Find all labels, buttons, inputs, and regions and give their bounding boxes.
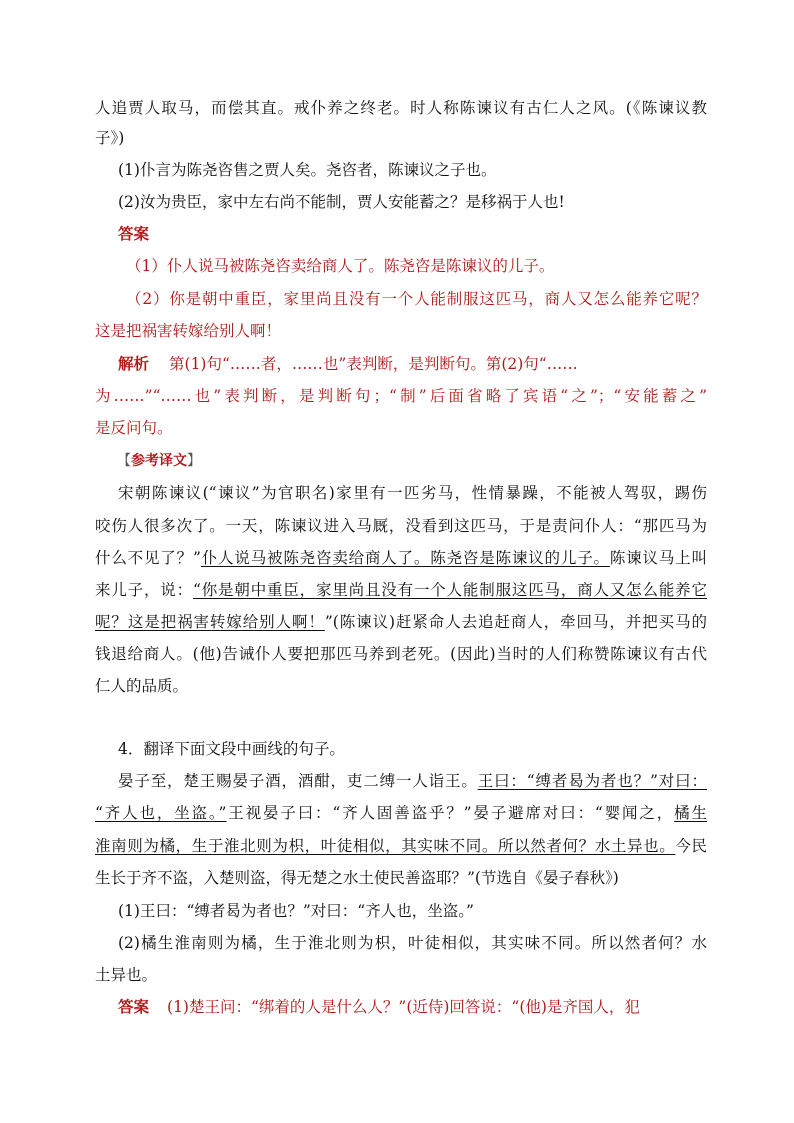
- sentence-1: (1)仆言为陈尧咨售之贾人矣。尧咨者，陈谏议之子也。: [118, 161, 497, 179]
- reference-translation-label: 【参考译文】: [117, 453, 201, 469]
- translation-line: [95, 612, 707, 632]
- translation-line: 仁人的品质。: [95, 677, 189, 695]
- text-span: 什么不见了？”: [95, 549, 201, 567]
- text-span: 王视晏子曰：“齐人固善盗乎？”晏子避席对曰：“婴闻之，: [226, 804, 675, 822]
- reference-label-text: 参考译文: [131, 453, 187, 469]
- sentence-2: (2)橘生淮南则为橘，生于淮北则为枳，叶徒相似，其实味不同。所以然者何？水: [118, 934, 707, 952]
- passage-line: [95, 803, 707, 823]
- text-span: 来儿子，说：: [95, 581, 193, 599]
- underlined-sentence: “你是朝中重臣，家里尚且没有一个人能制服这匹马，商人又怎么能养它: [192, 581, 707, 599]
- answer-line: [118, 997, 707, 1017]
- underlined-sentence: 王曰：“缚者曷为者也？”对曰：: [477, 772, 707, 790]
- answer-label: 答案: [118, 997, 150, 1016]
- question-4-prompt: 4．翻译下面文段中画线的句子。: [118, 740, 345, 758]
- text-span: 陈谏议马上叫: [609, 549, 707, 567]
- passage-line: 子》): [95, 129, 125, 147]
- answer-text: (1)楚王问：“绑着的人是什么人？”(近侍)回答说：“(他)是齐国人，犯: [167, 998, 640, 1016]
- sentence-2-cont: 土异也。: [95, 966, 158, 984]
- sentence-1: (1)王曰：“缚者曷为者也？”对曰：“齐人也，坐盗。”: [118, 902, 474, 920]
- answer-label: 答案: [118, 224, 150, 243]
- translation-line: 咬伤人很多次了。一天，陈谏议进入马厩，没看到这匹马，于是责问仆人：“那匹马为: [95, 517, 707, 535]
- underlined-sentence: 仆人说马被陈尧咨卖给商人了。陈尧咨是陈谏议的儿子。: [200, 549, 610, 567]
- analysis-line: 是反问句。: [95, 419, 173, 437]
- sentence-2: (2)汝为贵臣，家中左右尚不能制，贾人安能蓄之？是移祸于人也!: [118, 193, 565, 211]
- translation-line: 宋朝陈谏议(“谏议”为官职名)家里有一匹劣马，性情暴躁，不能被人驾驭，踢伤: [118, 484, 707, 502]
- underlined-sentence: 橘生: [674, 804, 707, 822]
- analysis-text: 第(1)句“……者，……也”表判断，是判断句。第(2)句“……: [169, 355, 578, 373]
- analysis-label: 解析: [118, 354, 150, 373]
- passage-line: [95, 836, 707, 856]
- underlined-sentence: “齐人也，坐盗。”: [95, 804, 227, 822]
- translation-line: 钱退给商人。(他)告诫仆人要把那匹马养到老死。(因此)当时的人们称赞陈谏议有古代: [95, 645, 707, 663]
- passage-line: [118, 771, 707, 791]
- analysis-line: 为……”“……也”表判断，是判断句；“制”后面省略了宾语“之”；“安能蓄之”: [95, 387, 707, 405]
- passage-line: 生长于齐不盗，入楚则盗，得无楚之水土使民善盗耶？”(节选自《晏子春秋》): [95, 869, 619, 887]
- text-span: 今民: [675, 837, 707, 855]
- passage-line: 人追贾人取马，而偿其直。戒仆养之终老。时人称陈谏议有古仁人之风。(《陈谏议教: [95, 99, 707, 117]
- translation-line: [95, 580, 707, 600]
- text-span: 晏子至，楚王赐晏子酒，酒酣，吏二缚一人诣王。: [118, 772, 478, 790]
- text-span: ”(陈谏议)赶紧命人去追赶商人，牵回马，并把买马的: [324, 613, 707, 631]
- underlined-sentence: 淮南则为橘，生于淮北则为枳，叶徒相似，其实味不同。所以然者何？水土异也。: [95, 837, 676, 855]
- answer-line: 这是把祸害转嫁给别人啊！: [95, 322, 282, 340]
- analysis-line: [118, 354, 707, 374]
- underlined-sentence: 呢？这是把祸害转嫁给别人啊！: [95, 613, 325, 631]
- answer-line: （1）仆人说马被陈尧咨卖给商人了。陈尧咨是陈谏议的儿子。: [126, 257, 555, 275]
- answer-line: （2）你是朝中重臣，家里尚且没有一个人能制服这匹马，商人又怎么能养它呢？: [126, 290, 707, 308]
- translation-line: [95, 548, 707, 568]
